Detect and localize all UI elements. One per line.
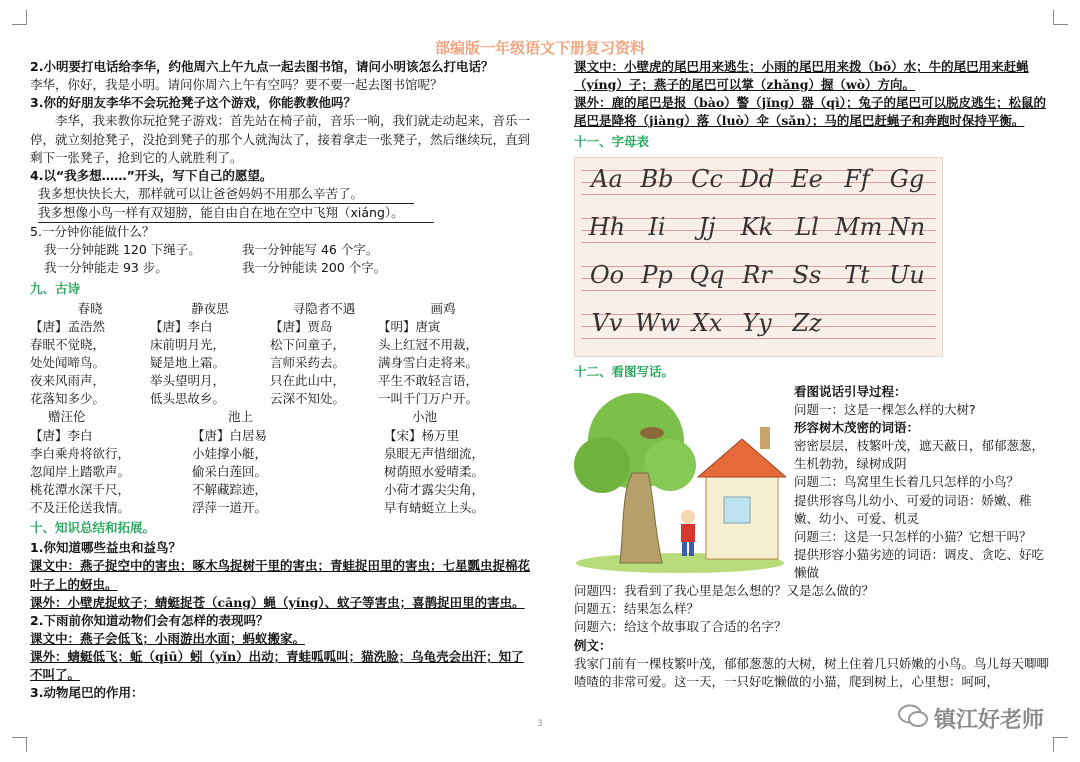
poem-line: 满身雪白走将来。 <box>378 355 479 370</box>
letter-pair: Cc <box>691 164 723 193</box>
poem-line: 不解藏踪迹， <box>192 481 268 497</box>
poem-title: 画鸡 <box>430 300 456 316</box>
poem-line: 低头思故乡。 <box>150 391 226 407</box>
guide-question-3: 问题三：这是一只怎样的小猫？它想干吗？ <box>794 528 1032 544</box>
example-text: 我家门前有一棵枝繁叶茂，郁郁葱葱的大树，树上住着几只娇嫩的小鸟。鸟儿每天唧唧喳喳的非常可爱。这一天，一只好吃懒做的小猫，爬到树上，心里想：呵呵， <box>574 655 1050 689</box>
poem-line: 小荷才露尖尖角， <box>384 481 485 497</box>
poem-author: 【唐】白居易 <box>192 427 268 443</box>
poem-author: 【唐】孟浩然 <box>30 318 106 334</box>
section-11-heading: 十一、字母表 <box>574 133 650 149</box>
poem-author: 【明】唐寅 <box>378 318 441 334</box>
poem-title: 寻隐者不遇 <box>292 300 356 316</box>
answer-5-item: 我一分钟能读 200 个字。 <box>242 260 387 276</box>
section-9-heading: 九、古诗 <box>30 280 81 296</box>
left-column <box>30 58 535 702</box>
knowledge-question-2: 2.下雨前你知道动物们会有怎样的表现吗？ <box>30 612 269 628</box>
letter-pair: Ww <box>635 308 681 337</box>
poem-line: 桃花潭水深千尺， <box>30 481 131 497</box>
guide-question-2: 问题二：鸟窝里生长着几只怎样的小鸟？ <box>794 474 1020 490</box>
guide-question-6: 问题六：给这个故事取了合适的名字？ <box>574 619 787 635</box>
poem-title: 春晓 <box>77 300 103 316</box>
watermark <box>898 704 1044 738</box>
letter-pair: Tt <box>844 260 870 289</box>
poem-line: 处处闻啼鸟。 <box>30 355 106 370</box>
letter-pair: Xx <box>691 308 723 337</box>
poem-line: 树荫照水爱晴柔。 <box>384 463 485 479</box>
alphabet-row <box>585 258 929 293</box>
letter-pair: Pp <box>641 260 673 289</box>
poem-line: 春眠不觉晓， <box>30 336 106 352</box>
poem-line: 举头望明月， <box>150 373 226 389</box>
poem-title: 静夜思 <box>191 300 229 316</box>
guide-hint-2: 提供形容鸟儿幼小、可爱的词语：娇嫩、稚嫩、幼小、可爱、机灵 <box>794 492 1032 526</box>
answer-5-item: 我一分钟能写 46 个字。 <box>242 242 379 258</box>
page-title: 部编版一年级语文下册复习资料 <box>434 39 645 57</box>
poem-line: 松下问童子， <box>270 336 346 352</box>
guide-hint-title: 形容树木茂密的词语： <box>794 420 920 435</box>
letter-pair: Ll <box>795 212 819 241</box>
alphabet-row <box>585 162 929 197</box>
letter-pair: Aa <box>591 164 623 193</box>
letter-pair: Dd <box>739 164 775 193</box>
knowledge-question-3: 3.动物尾巴的作用： <box>30 685 144 701</box>
answer-5-item: 我一分钟能走 93 步。 <box>44 260 168 276</box>
letter-pair: Ee <box>791 164 823 193</box>
poem-author: 【唐】李白 <box>30 427 93 443</box>
answer-3: 李华，我来教你玩抢凳子游戏：首先站在椅子前，音乐一响，我们就走动起来，音乐一停，就立刻抢凳子，没抢到凳子的那个人就淘汰了，接着拿走一张凳子，然后继续玩，直到剩下一张凳子，抢到它的人就胜利了。 <box>30 113 531 165</box>
poem-line: 床前明月光， <box>150 336 226 352</box>
knowledge-answer-2b: 课外：蜻蜓低飞；蚯（qiū）蚓（yǐn）出动；青蛙呱呱叫；猫洗脸；乌龟壳会出汗；知了不叫了。 <box>30 649 524 683</box>
example-label: 例文： <box>574 637 612 653</box>
poem-line: 泉眼无声惜细流， <box>384 445 485 461</box>
poem-line: 头上红冠不用裁， <box>378 336 479 352</box>
tail-answer-2: 课外：鹿的尾巴是报（bào）警（jǐng）器（qì）；兔子的尾巴可以脱皮逃生；松鼠的尾巴是降将（jiàng）落（luò）伞（sǎn）；马的尾巴赶蝇子和奔跑时保持平衡。 <box>574 95 1047 129</box>
letter-pair: Kk <box>740 212 774 241</box>
corner-mark <box>1053 10 1068 25</box>
answer-4-line-1: 我多想快快长大，那样就可以让爸爸妈妈不用那么辛苦了。 <box>38 185 414 204</box>
poem-line: 言师采药去。 <box>270 355 346 370</box>
poems-group-1 <box>30 300 535 409</box>
writing-guide <box>794 383 1054 582</box>
letter-pair: Vv <box>591 308 623 337</box>
poem-line: 偷采白莲回。 <box>192 463 268 479</box>
question-3: 3.你的好朋友李华不会玩抢凳子这个游戏，你能教教他吗？ <box>30 95 356 111</box>
answer-2: 李华，你好，我是小明。请问你周六上午有空吗？要不要一起去图书馆呢？ <box>30 77 443 93</box>
corner-mark <box>1053 737 1068 752</box>
knowledge-answer-1a: 课文中：燕子捉空中的害虫；啄木鸟捉树干里的害虫；青蛙捉田里的害虫；七星瓢虫捉棉花叶子上的蚜虫。 <box>30 558 531 592</box>
poem-line: 花落知多少。 <box>30 391 106 407</box>
letter-pair: Ss <box>792 260 822 289</box>
guide-hint-1: 密密层层，枝繁叶茂，遮天蔽日，郁郁葱葱，生机勃勃，绿树成阴 <box>794 438 1045 472</box>
poem-line: 忽闻岸上踏歌声。 <box>30 463 131 479</box>
poems-group-2 <box>30 408 535 517</box>
answer-5-item: 我一分钟能跳 120 下绳子。 <box>44 242 201 258</box>
guide-question-1: 问题一：这是一棵怎么样的大树? <box>794 401 976 417</box>
tail-answer-1: 课文中：小壁虎的尾巴用来逃生；小雨的尾巴用来拨（bō）水；牛的尾巴用来赶蝇（yíng）子；燕子的尾巴可以掌（zhǎng）握（wò）方向。 <box>574 59 1029 93</box>
poem-author: 【唐】贾岛 <box>270 318 333 334</box>
poem-line: 李白乘舟将欲行， <box>30 445 131 461</box>
section-10-heading: 十、知识总结和拓展。 <box>30 520 156 536</box>
letter-pair: Zz <box>792 308 822 337</box>
letter-pair: Uu <box>889 260 925 289</box>
answer-5-row <box>30 241 535 259</box>
letter-pair: Mm <box>835 212 883 241</box>
letter-pair: Rr <box>742 260 772 289</box>
letter-pair: Bb <box>640 164 674 193</box>
answer-4-line-2: 我多想像小鸟一样有双翅膀，能自由自在地在空中飞翔（xiáng）。 <box>38 204 434 223</box>
poem-author: 【唐】李白 <box>150 318 213 334</box>
letter-pair: Oo <box>589 260 625 289</box>
poem-line: 不及汪伦送我情。 <box>30 500 131 515</box>
letter-pair: Nn <box>888 212 926 241</box>
question-2: 2.小明要打电话给李华，约他周六上午九点一起去图书馆，请问小明该怎么打电话？ <box>30 59 494 74</box>
question-4: 4.以“我多想……”开头，写下自己的愿望。 <box>30 167 273 183</box>
poem-line: 平生不敢轻言语， <box>378 373 479 389</box>
page-number: 3 <box>537 719 543 729</box>
poem-line: 夜来风雨声， <box>30 373 106 389</box>
corner-mark <box>12 737 27 752</box>
watermark-text: 镇江好老师 <box>933 708 1044 734</box>
corner-mark <box>12 10 27 25</box>
letter-pair: Yy <box>742 308 772 337</box>
letter-pair: Gg <box>889 164 925 193</box>
guide-title: 看图说话引导过程： <box>794 383 907 399</box>
guide-hint-3: 提供形容小猫劣迹的词语：调皮、贪吃、好吃懒做 <box>794 546 1045 580</box>
poem-title: 小池 <box>412 409 438 425</box>
alphabet-chart <box>574 157 943 357</box>
poem-line: 只在此山中， <box>270 373 346 389</box>
letter-pair: Hh <box>588 212 626 241</box>
knowledge-answer-2a: 课文中：燕子会低飞；小雨游出水面；蚂蚁搬家。 <box>30 630 306 646</box>
letter-pair: Qq <box>689 260 725 289</box>
poem-title: 池上 <box>228 409 254 425</box>
illustration-tree-house <box>574 393 786 573</box>
poem-line: 云深不知处。 <box>270 391 346 407</box>
poem-line: 疑是地上霜。 <box>150 355 226 370</box>
knowledge-answer-1b: 课外：小壁虎捉蚊子；蜻蜓捉苍（cāng）蝇（yíng）、蚊子等害虫；喜鹊捉田里的害虫。 <box>30 594 525 610</box>
question-5: 5.一分钟你能做什么？ <box>30 224 155 240</box>
poem-line: 浮萍一道开。 <box>192 500 268 515</box>
alphabet-row <box>585 210 929 245</box>
poem-author: 【宋】杨万里 <box>384 427 460 443</box>
section-12-heading: 十二、看图写话。 <box>574 363 675 379</box>
letter-pair: Jj <box>698 212 716 241</box>
poem-title: 赠汪伦 <box>48 409 86 425</box>
wechat-icon <box>898 704 928 738</box>
right-column <box>574 58 1054 691</box>
poem-line: 早有蜻蜓立上头。 <box>384 500 485 515</box>
knowledge-question-1: 1.你知道哪些益虫和益鸟？ <box>30 540 181 556</box>
answer-5-row <box>30 259 535 277</box>
letter-pair: Ii <box>648 212 666 241</box>
alphabet-row <box>585 306 829 341</box>
guide-question-4: 问题四：我看到了我心里是怎么想的？又是怎么做的？ <box>574 583 875 599</box>
poem-line: 一叫千门万户开。 <box>378 391 479 407</box>
guide-question-5: 问题五：结果怎么样？ <box>574 601 700 617</box>
poem-line: 小娃撑小艇， <box>192 445 268 461</box>
letter-pair: Ff <box>844 164 870 193</box>
